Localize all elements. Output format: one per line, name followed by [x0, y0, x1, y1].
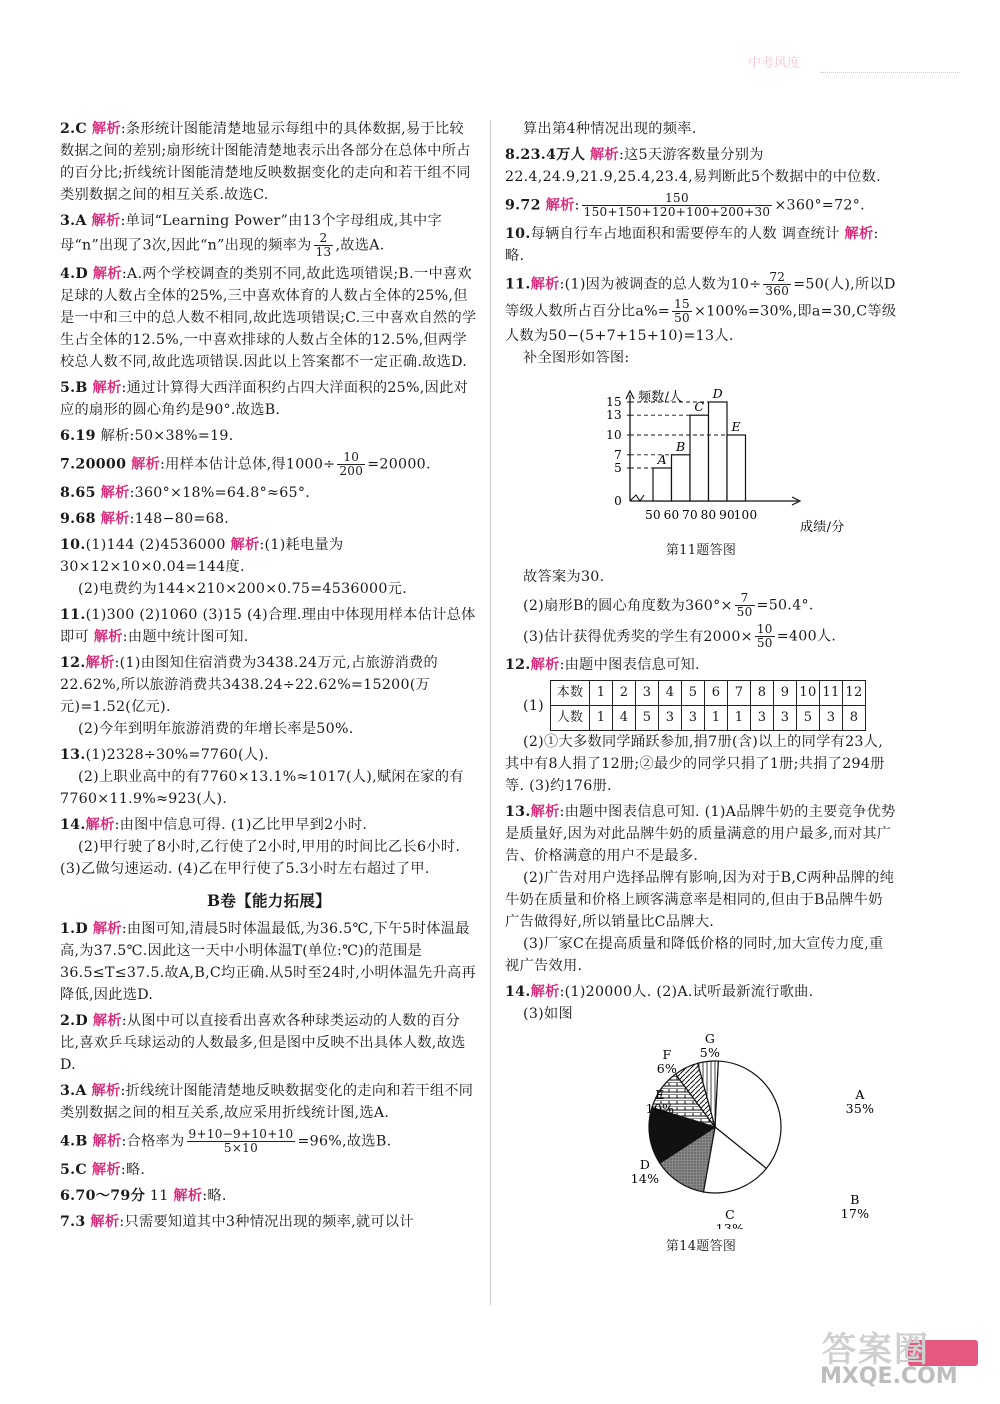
answer-b4: 4.B 解析:合格率为 $\frac{9+10-9+10+10}{5\times 10}$ =96%,故选B.	[60, 1127, 392, 1155]
table-cell: 6	[705, 681, 728, 706]
table-cell: 4	[659, 681, 682, 706]
bar-label: A	[657, 452, 667, 467]
fraction: $\frac{7}{50}$	[736, 591, 753, 619]
y-tick-label: 13	[606, 408, 622, 423]
table-cell: 1	[705, 706, 728, 731]
pie-label: B	[850, 1192, 860, 1207]
pie-label: A	[855, 1087, 865, 1102]
table-cell: 5	[682, 681, 705, 706]
answer-11: 11.(1)300 (2)1060 (3)15 (4)合理.理由中体现用样本估计总体即可 解析:由题中统计图可知.	[60, 607, 476, 645]
bar-label: B	[676, 438, 686, 454]
fraction: $\frac{15}{50}$	[674, 297, 690, 325]
table-cell: 3	[682, 706, 705, 731]
table-cell: 9	[774, 681, 797, 706]
histogram-bar	[653, 468, 672, 501]
x-tick-label: 70	[682, 508, 698, 522]
x-tick-label: 90	[719, 508, 735, 522]
x-tick-label: 80	[700, 508, 717, 522]
table-cell: 5	[797, 706, 820, 731]
answer-b11-part2: (2)扇形B的圆心角度数为360°× $\frac{7}{50}$ =50.4°.	[523, 591, 814, 619]
x-tick-label: 50	[645, 508, 661, 522]
pie-value-label: 35%	[845, 1101, 875, 1116]
fraction: $\frac{9+10-9+10+10}{5\times 10}$	[188, 1127, 294, 1155]
answer-b13: 13.解析:由题中图表信息可知. (1)A品牌牛奶的主要竞争优势是质量好,因为对此品牌牛奶的质量满意的用户最多,而对其广告、价格满意的用户不是最多. (2)广告对用户选择品牌有影响,因为对于B,C两种品牌的纯牛奶在质量和价格上顾客满意率是相同的,但由于B品牌牛奶广告做得好,所以销量比C品牌大. (3)厂家C在提高质量和降低价格的同时,加大宣传力度,重视广告效用.	[505, 804, 896, 974]
table-cell: 12	[843, 681, 866, 706]
answer-b10: 10.每辆自行车占地面积和需要停车的人数 调查统计 解析:略.	[505, 226, 879, 264]
answer-7: 7.20000 解析:用样本估计总体,得1000÷ $\frac{10}{200}$ =20000.	[60, 450, 431, 478]
table-cell: 3	[636, 681, 659, 706]
x-axis-label: 成绩/分	[800, 520, 845, 533]
answer-b11-part3: (3)估计获得优秀奖的学生有2000× $\frac{10}{50}$ =400人.	[523, 622, 837, 650]
answer-8: 8.65 解析:360°×18%=64.8°≈65°.	[60, 485, 311, 501]
fraction: $\frac{2}{13}$	[315, 231, 332, 259]
pie-label: C	[725, 1207, 735, 1222]
answer-b9: 9.72 解析: $\frac{150}{150+150+120+100+200+30}$ ×360°=72°.	[505, 191, 865, 219]
bar-label: C	[694, 399, 705, 415]
histogram-bar	[672, 455, 691, 501]
table-cell: 3	[774, 706, 797, 731]
answer-9: 9.68 解析:148−80=68.	[60, 511, 230, 527]
answer-b3: 3.A 解析:折线统计图能清楚地反映数据变化的走向和若干组不同类别数据之间的相互关系,故应采用折线统计图,选A.	[60, 1083, 474, 1121]
histogram-chart	[505, 373, 897, 533]
table-cell: 1	[590, 706, 613, 731]
answer-b5: 5.C 解析:略.	[60, 1162, 146, 1178]
figure-14	[505, 1029, 897, 1258]
pie-value-label: 10%	[645, 1101, 675, 1116]
fraction: $\frac{150}{150+150+120+100+200+30}$	[583, 191, 771, 219]
x-tick-label: 100	[733, 508, 758, 522]
answer-b8: 8.23.4万人 解析:这5天游客数量分别为22.4,24.9,21.9,25.4,23.4,易判断此5个数据中的中位数.	[505, 147, 881, 185]
histogram-bar	[727, 435, 746, 501]
y-tick-label: 7	[614, 447, 622, 462]
page-header	[700, 48, 960, 78]
table-cell: 7	[728, 681, 751, 706]
books-table	[550, 680, 866, 731]
table-header: 本数	[551, 681, 590, 706]
table-header: 人数	[551, 706, 590, 731]
answer-b7-continued: 算出第4种情况出现的频率.	[523, 121, 697, 137]
figure-11	[505, 373, 897, 562]
answer-6: 6.19 解析:50×38%=19.	[60, 428, 234, 444]
answer-2: 2.C 解析:条形统计图能清楚地显示每组中的具体数据,易于比较数据之间的差别;扇形统计图能清楚地表示出各部分在总体中所占的百分比;折线统计图能清楚地反映数据变化的走向和若干组不同类别数据之间的相互关系.故选C.	[60, 121, 471, 203]
right-column	[505, 118, 897, 1262]
table-cell: 10	[797, 681, 820, 706]
pie-chart	[505, 1029, 897, 1229]
pie-label: E	[655, 1087, 665, 1102]
pie-value-label: 14%	[630, 1171, 660, 1186]
fraction: $\frac{72}{360}$	[765, 270, 790, 298]
answer-b12: 12.解析:由题中图表信息可知.	[505, 657, 700, 673]
figure-14-caption: 第14题答图	[665, 1239, 737, 1254]
histogram-bar	[709, 402, 728, 501]
pie-label: D	[639, 1157, 651, 1172]
answer-10: 10.(1)144 (2)4536000 解析:(1)耗电量为30×12×10×0.04=144度. (2)电费约为144×210×200×0.75=4536000元.	[60, 537, 408, 597]
x-tick-label: 60	[663, 508, 680, 522]
fraction: $\frac{10}{50}$	[756, 622, 773, 650]
table-cell: 3	[751, 706, 774, 731]
answer-5: 5.B 解析:通过计算得大西洋面积约占四大洋面积的25%,因此对应的扇形的圆心角约是90°.故选B.	[60, 380, 469, 418]
table-cell: 3	[820, 706, 843, 731]
answer-b6: 6.70～79分 11 解析:略.	[60, 1188, 227, 1204]
header-dotted-line	[820, 72, 960, 73]
table-cell: 8	[751, 681, 774, 706]
y-tick-label: 5	[614, 461, 622, 475]
pie-value-label: 5%	[699, 1045, 721, 1060]
answer-b11: 11.解析:(1)因为被调查的总人数为10÷ $\frac{72}{360}$ =50(人),所以D等级人数所占百分比a%= $\frac{15}{50}$ ×100%=30%,即a=30,C等级人数为50−(5+7+15+10)=13人. 补全图形如答图:	[505, 270, 897, 366]
y-axis-label: 频数/人	[638, 390, 683, 405]
table-cell: 11	[820, 681, 843, 706]
figure-11-caption: 第11题答图	[665, 543, 737, 558]
pie-value-label: 17%	[840, 1206, 870, 1221]
histogram-bar	[690, 415, 709, 501]
watermark-logo	[820, 1318, 995, 1388]
answer-3: 3.A 解析:单词“Learning Power”由13个字母组成,其中字母“n”出现了3次,因此“n”出现的频率为 $\frac{2}{13}$ ,故选A.	[60, 213, 443, 259]
pie-label: F	[662, 1047, 672, 1062]
table-cell: 5	[636, 706, 659, 731]
column-divider	[490, 120, 491, 1305]
y-tick-label: 10	[606, 428, 622, 442]
table-cell: 1	[590, 681, 613, 706]
answer-b11-after: 故答案为30.	[523, 569, 605, 585]
answer-12: 12.解析:(1)由图知住宿消费为3438.24万元,占旅游消费的22.62%,所以旅游消费共3438.24÷22.62%=15200(万元)=1.52(亿元). (2)今年到明年旅游消费的年增长率是50%.	[60, 655, 439, 737]
answer-b12-part2: (2)①大多数同学踊跃参加,捐7册(含)以上的同学有23人,其中有8人捐了12册;②最少的同学只捐了1册;共捐了294册等. (3)约176册.	[505, 734, 885, 794]
watermark-glyph: MXQE.COM	[820, 1364, 958, 1389]
answer-4: 4.D 解析:A.两个学校调查的类别不同,故此选项错误;B.一中喜欢足球的人数占全体的25%,三中喜欢体育的人数占全体的25%,但是一中和三中的总人数不相同,故此选项错误;C.三中喜欢自然的学生占全体的12.5%,一中喜欢排球的人数占全体的12.5%,但两学校总人数不同,故此选项错误.因此以上答案都不一定正确.故选D.	[60, 266, 477, 370]
header-faint-text: 中考风度	[748, 56, 801, 71]
pie-value-label: 13%	[715, 1221, 745, 1229]
axis-break-mark	[630, 495, 644, 501]
bar-label: E	[731, 419, 741, 434]
table-cell: 8	[843, 706, 866, 731]
answer-13: 13.(1)2328÷30%=7760(人). (2)上职业高中的有7760×13.1%≈1017(人),赋闲在家的有7760×11.9%≈923(人).	[60, 747, 464, 807]
y-tick-label: 0	[614, 494, 622, 508]
answer-b14: 14.解析:(1)20000人. (2)A.试听最新流行歌曲. (3)如图	[505, 984, 814, 1022]
pie-label: G	[704, 1031, 716, 1046]
table-cell: 4	[613, 706, 636, 731]
table-cell: 3	[659, 706, 682, 731]
answer-b12-table-row: (1) 本数 1 2 3 4 5 6 7 8 9 10 11 12 人数 1 4 5 3 3 1 1 3 3 5 3 8	[505, 680, 897, 731]
table-cell: 1	[728, 706, 751, 731]
pie-value-label: 6%	[656, 1061, 678, 1076]
answer-14: 14.解析:由图中信息可得. (1)乙比甲早到2小时. (2)甲行驶了8小时,乙行使了2小时,甲用的时间比乙长6小时. (3)乙做匀速运动. (4)乙在甲行使了5.3小时左右超过了甲.	[60, 817, 461, 877]
watermark-glyph: 答案圈	[822, 1330, 930, 1370]
answer-b2: 2.D 解析:从图中可以直接看出喜欢各种球类运动的人数的百分比,喜欢乒乓球运动的人数最多,但是图中反映不出具体人数,故选D.	[60, 1013, 466, 1073]
fraction: $\frac{10}{200}$	[339, 450, 364, 478]
left-column	[60, 118, 478, 1237]
answer-b1: 1.D 解析:由图可知,清晨5时体温最低,为36.5℃,下午5时体温最高,为37.5℃.因此这一天中小明体温T(单位:℃)的范围是36.5≤T≤37.5.故A,B,C均正确.从5时至24时,小明体温先升高再降低,因此选D.	[60, 921, 476, 1003]
y-tick-label: 15	[606, 395, 622, 409]
answer-b7: 7.3 解析:只需要知道其中3种情况出现的频率,就可以计	[60, 1214, 414, 1230]
table-cell: 2	[613, 681, 636, 706]
section-title: B卷【能力拓展】	[206, 891, 331, 910]
bar-label: D	[712, 386, 723, 401]
